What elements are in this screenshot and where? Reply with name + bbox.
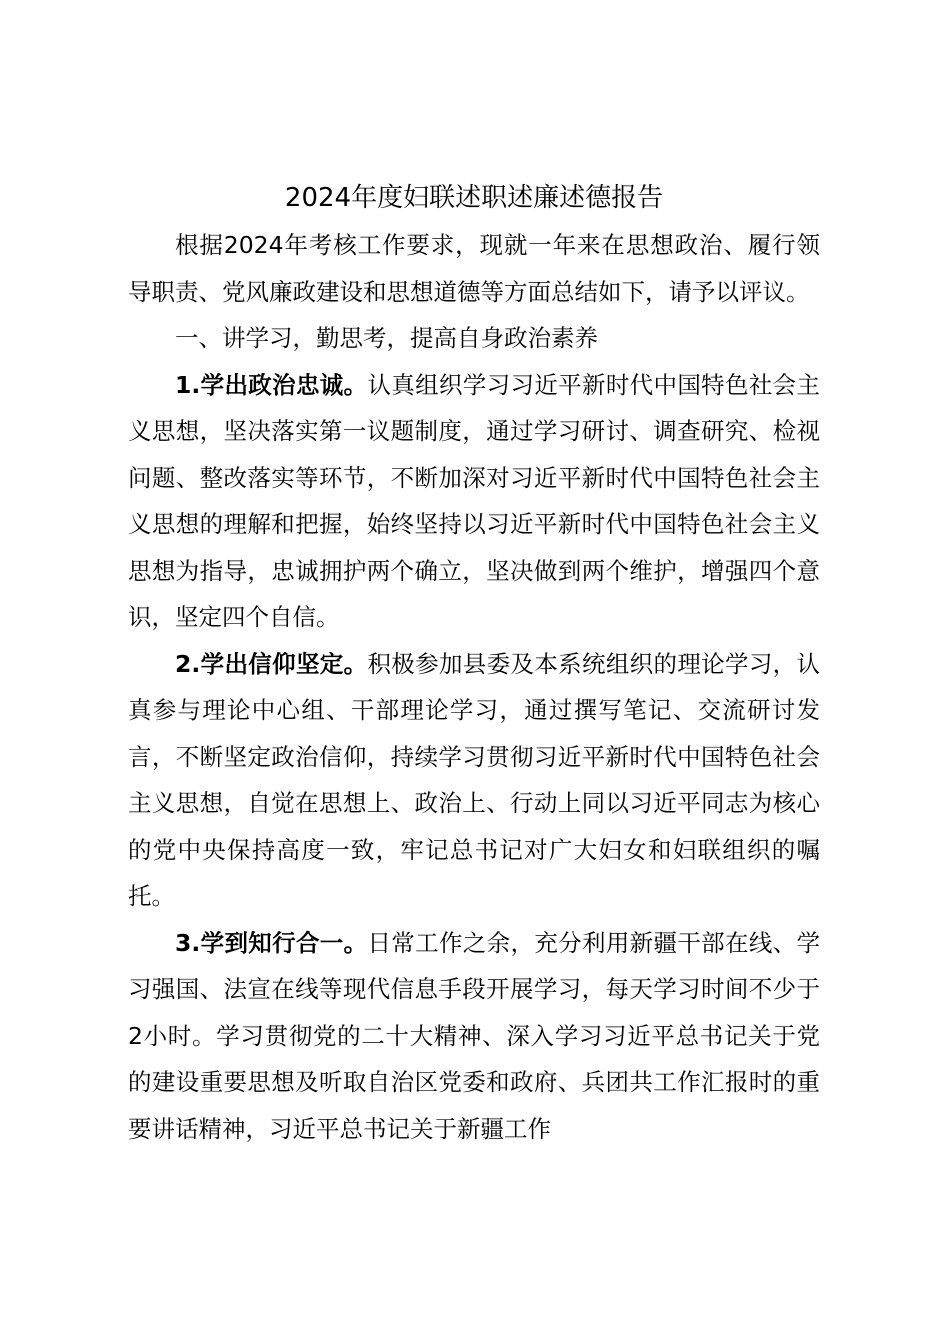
item-lead-2: 2.学出信仰坚定。 [175, 649, 368, 678]
section-heading-1: 一、讲学习，勤思考，提高自身政治素养 [175, 324, 598, 352]
item-paragraph-2 [128, 641, 820, 920]
document-title: 2024年度妇联述职述廉述德报告 [284, 183, 664, 213]
item-lead-1: 1.学出政治忠诚。 [175, 370, 368, 399]
document-page [128, 178, 820, 1152]
item-text-2: 积极参加县委及本系统组织的理论学习，认真参与理论中心组、干部理论学习，通过撰写笔记、交流研讨发言，不断坚定政治信仰，持续学习贯彻习近平新时代中国特色社会主义思想，自觉在思想上、政治上、行动上同以习近平同志为核心的党中央保持高度一致，牢记总书记对广大妇女和妇联组织的嘱托。 [128, 649, 821, 910]
intro-paragraph: 根据2024年考核工作要求，现就一年来在思想政治、履行领导职责、党风廉政建设和思想道德等方面总结如下，请予以评议。 [128, 231, 820, 306]
item-text-3: 日常工作之余，充分利用新疆干部在线、学习强国、法宣在线等现代信息手段开展学习，每天学习时间不少于2小时。学习贯彻党的二十大精神、深入学习习近平总书记关于党的建设重要思想及听取自治区党委和政府、兵团共工作汇报时的重要讲话精神，习近平总书记关于新疆工作 [128, 928, 821, 1143]
item-lead-3: 3.学到知行合一。 [175, 928, 368, 957]
item-text-1: 认真组织学习习近平新时代中国特色社会主义思想，坚决落实第一议题制度，通过学习研讨、调查研究、检视问题、整改落实等环节，不断加深对习近平新时代中国特色社会主义思想的理解和把握，始终坚持以习近平新时代中国特色社会主义思想为指导，忠诚拥护两个确立，坚决做到两个维护，增强四个意识，坚定四个自信。 [128, 370, 821, 631]
item-paragraph-1 [128, 362, 820, 641]
item-paragraph-3 [128, 920, 820, 1153]
